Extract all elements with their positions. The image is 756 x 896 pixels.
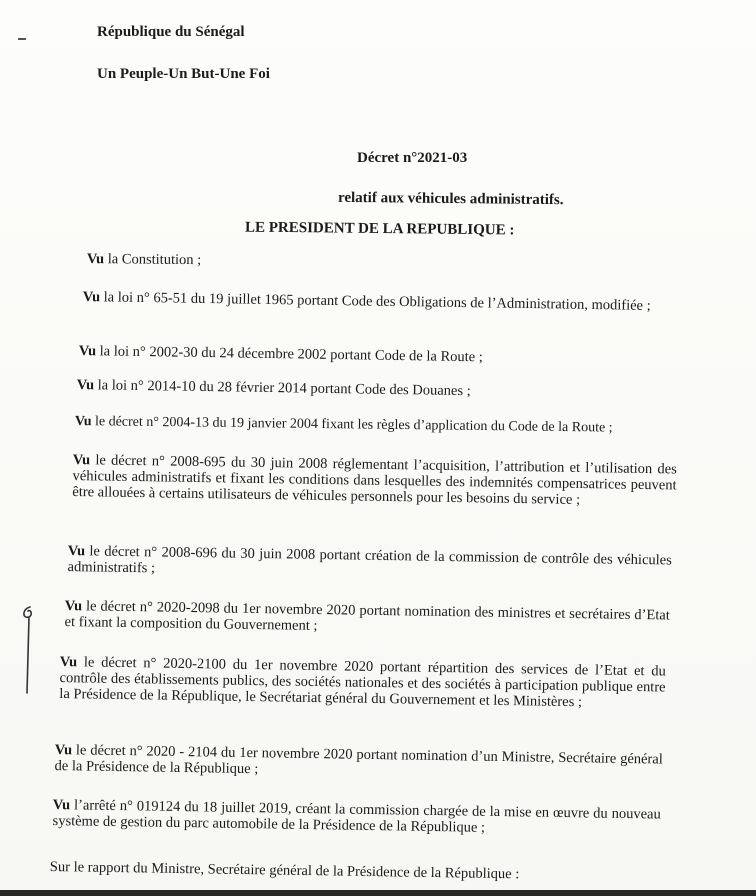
consideration-1: [87, 251, 687, 273]
consideration-lead: Vu: [67, 543, 86, 560]
decree-authority: LE PRESIDENT DE LA REPUBLIQUE :: [244, 219, 515, 239]
consideration-text: le décret n° 2004-13 du 19 janvier 2004 fixant les règles d’application du Code de la Route ;: [91, 414, 613, 436]
consideration-text: le décret n° 2020 - 2104 du 1er novembre 2020 portant nomination d’un Ministre, Secrétaire général de la Présidence de la République ;: [54, 742, 663, 778]
consideration-9: [59, 654, 666, 712]
consideration-4: [77, 377, 697, 403]
consideration-7: [67, 543, 671, 584]
consideration-11: [52, 797, 660, 839]
consideration-lead: Vu: [78, 343, 97, 360]
consideration-2: [83, 289, 686, 314]
consideration-text: la loi n° 2014-10 du 28 février 2014 portant Code des Douanes ;: [93, 377, 471, 400]
consideration-3: [79, 343, 699, 369]
consideration-5: [75, 414, 715, 438]
consideration-text: l’arrêté n° 019124 du 18 juillet 2019, créant la commission chargée de la mise en œuvre du nouveau système de gestion du parc automobile de la Présidence de la République ;: [52, 797, 661, 836]
consideration-text: la loi n° 2002-30 du 24 décembre 2002 portant Code de la Route ;: [95, 343, 483, 366]
consideration-10: [54, 742, 662, 784]
country-name: République du Sénégal: [97, 24, 245, 40]
consideration-text: le décret n° 2008-695 du 30 juin 2008 réglementant l’acquisition, l’attribution et l’utilisation des véhicules administratifs et fixant les conditions dans lesquelles des indemnités compensatrices peuvent être allouées à certains utilisateurs de véhicules personnels pour les besoins du service ;: [72, 452, 677, 508]
decree-number: Décret n°2021-03: [357, 150, 468, 166]
consideration-text: la loi n° 65-51 du 19 juillet 1965 portant Code des Obligations de l’Administration, modifiée ;: [99, 289, 651, 314]
consideration-lead: Vu: [86, 251, 105, 268]
consideration-text: le décret n° 2020-2098 du 1er novembre 2020 portant nomination des ministres et secrétaires d’Etat et fixant la composition du Gouvernement ;: [64, 598, 670, 634]
national-motto: Un Peuple-Un But-Une Foi: [97, 66, 270, 82]
consideration-6: [72, 452, 677, 509]
consideration-lead: Vu: [72, 452, 91, 469]
consideration-text: le décret n° 2020-2100 du 1er novembre 2020 portant répartition des services de l’Etat et du contrôle des établissements publics, des sociétés nationales et des sociétés à participation publique entre la Présidence de la République, le Secrétariat général du Gouvernement et les Ministères ;: [59, 654, 666, 711]
report-line: Sur le rapport du Ministre, Secrétaire général de la Présidence de la République :: [49, 859, 520, 883]
consideration-8: [64, 598, 669, 639]
consideration-text: le décret n° 2008-696 du 30 juin 2008 portant création de la commission de contrôle des véhicules administratifs ;: [67, 543, 672, 577]
consideration-text: la Constitution ;: [104, 251, 202, 269]
consideration-lead: Vu: [82, 289, 101, 306]
consideration-lead: Vu: [64, 598, 83, 615]
consideration-lead: Vu: [52, 797, 71, 814]
consideration-lead: Vu: [54, 742, 73, 759]
scan-bottom-edge: [0, 890, 756, 896]
decree-subject: relatif aux véhicules administratifs.: [337, 189, 564, 209]
consideration-lead: Vu: [59, 654, 78, 671]
consideration-lead: Vu: [76, 377, 95, 394]
scan-mark: [18, 38, 26, 40]
consideration-lead: Vu: [74, 414, 92, 430]
handwritten-margin-mark: [18, 605, 38, 695]
